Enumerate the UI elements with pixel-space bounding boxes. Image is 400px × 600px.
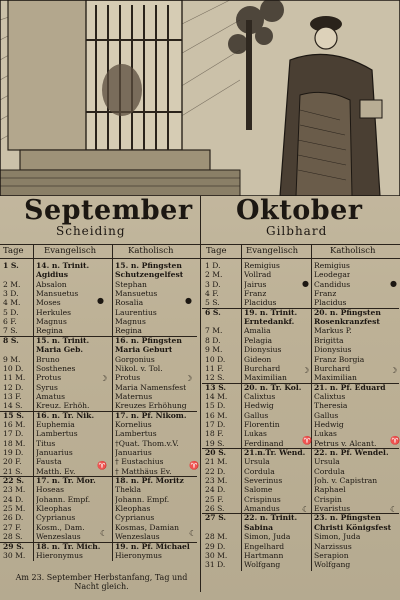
row-date: 30 M.: [3, 551, 26, 560]
row-evangelical-saint: Amandus: [244, 505, 280, 514]
column-divider: [241, 244, 242, 571]
row-evangelical-saint: Hieronymus: [36, 551, 83, 560]
row-evangelical-saint: 14. n. Trinit.: [36, 262, 90, 270]
row-catholic-saint: Gorgonius: [115, 355, 155, 364]
row-date: 23 M.: [205, 477, 228, 486]
row-date: 11 F.: [205, 364, 224, 373]
row-date: 21 M.: [205, 458, 228, 467]
row-date: 15 D.: [205, 402, 226, 411]
row-catholic-saint: †Quat. Thom.v.V.: [115, 439, 179, 448]
row-catholic-saint: Serapion: [314, 551, 349, 560]
row-catholic-saint: Januarius: [115, 449, 152, 457]
row-date: 10 D.: [3, 364, 24, 373]
row-catholic-saint: Simon, Juda: [314, 533, 361, 542]
row-catholic-saint: Christi Königsfest: [314, 523, 392, 532]
row-catholic-saint: 20. n. Pfingsten: [314, 308, 381, 317]
row-catholic-saint: Petrus v. Alcant.: [314, 439, 377, 448]
row-catholic-saint: Franz: [314, 290, 337, 299]
row-evangelical-saint: 22. n. Trinit.: [244, 514, 298, 523]
row-catholic-saint: Thekla: [115, 486, 142, 495]
row-catholic-saint: Dionysius: [314, 346, 352, 355]
row-catholic-saint: Schutzengelfest: [115, 271, 184, 280]
full-moon-icon: ●: [185, 296, 192, 305]
row-evangelical-saint: Moses: [36, 299, 61, 308]
row-catholic-saint: Kosmas, Damian: [115, 523, 180, 532]
row-date: 9 M.: [205, 346, 223, 355]
row-evangelical-saint: Gideon: [244, 355, 272, 364]
row-date: 25 M.: [3, 505, 26, 514]
row-catholic-saint: Leodegar: [314, 271, 351, 280]
week-separator: [202, 448, 399, 449]
last-quarter-moon-icon: ☾: [302, 505, 310, 514]
row-date: 3 D.: [205, 280, 221, 289]
row-evangelical-saint: Herkules: [36, 308, 72, 317]
row-catholic-saint: † Eustachius: [115, 458, 164, 467]
row-date: 23 M.: [3, 486, 26, 495]
row-evangelical-saint: Ferdinand: [244, 439, 284, 448]
new-moon-icon: ♈: [302, 436, 312, 445]
row-evangelical-saint: Crispinus: [244, 495, 281, 504]
row-evangelical-saint: Johann. Empf.: [36, 495, 91, 504]
row-date: 28 S.: [3, 533, 23, 542]
row-evangelical-saint: 15. n. Trinit.: [36, 336, 90, 345]
row-catholic-saint: Narzissus: [314, 542, 352, 551]
last-quarter-moon-icon: ☾: [390, 505, 398, 514]
row-date: 17 D.: [3, 430, 24, 439]
row-evangelical-saint: 17. n. Tr. Mor.: [36, 477, 96, 486]
row-evangelical-saint: Cordula: [244, 467, 275, 476]
row-date: 28 M.: [205, 533, 228, 542]
row-date: 6 S.: [205, 308, 221, 317]
row-date: 20 S.: [205, 449, 227, 457]
row-evangelical-saint: Hedwig: [244, 402, 274, 411]
new-moon-icon: ♈: [189, 461, 199, 470]
row-date: 26 D.: [3, 514, 24, 523]
row-date: 2 M.: [205, 271, 223, 280]
row-catholic-saint: 19. n. Pf. Michael: [115, 542, 190, 551]
row-evangelical-saint: Ursula: [244, 458, 270, 467]
row-date: 15 S.: [3, 411, 25, 420]
illustration-drawing: [0, 0, 400, 196]
row-catholic-saint: 18. n. Pf. Moritz: [115, 477, 184, 486]
row-catholic-saint: 23. n. Pfingsten: [314, 514, 381, 523]
row-catholic-saint: 16. n. Pfingsten: [115, 336, 182, 345]
week-separator: [202, 308, 399, 309]
week-separator: [0, 411, 197, 412]
full-moon-icon: ●: [390, 279, 397, 288]
row-catholic-saint: Joh. v. Capistran: [314, 477, 378, 486]
row-date: 29 S.: [3, 542, 25, 551]
row-catholic-saint: Remigius: [314, 262, 350, 270]
row-date: 22 D.: [205, 467, 226, 476]
row-evangelical-saint: Euphemia: [36, 420, 75, 429]
row-catholic-saint: Cordula: [314, 467, 345, 476]
row-catholic-saint: Nikol. v. Tol.: [115, 364, 163, 373]
row-date: 7 M.: [205, 327, 223, 336]
sep-header-kath: Katholisch: [128, 246, 174, 256]
row-evangelical-saint: Mansuetus: [36, 290, 79, 299]
row-evangelical-saint: Lambertus: [36, 430, 78, 439]
row-catholic-saint: Ursula: [314, 458, 340, 467]
row-date: 22 S.: [3, 477, 25, 486]
row-catholic-saint: Magnus: [115, 318, 146, 327]
row-date: 3 D.: [3, 290, 19, 299]
row-catholic-saint: Johann. Empf.: [115, 495, 170, 504]
row-catholic-saint: Maximilian: [314, 374, 357, 383]
row-catholic-saint: Stephan: [115, 280, 147, 289]
row-catholic-saint: 21. n. Pf. Eduard: [314, 383, 386, 392]
row-evangelical-saint: Lukas: [244, 430, 267, 439]
new-moon-icon: ♈: [97, 461, 107, 470]
center-divider: [200, 196, 201, 592]
row-evangelical-saint: Maximilian: [244, 374, 287, 383]
row-catholic-saint: 15. n. Pfingsten: [115, 262, 182, 270]
row-evangelical-saint: Kosm., Dam.: [36, 523, 85, 532]
row-date: 5 D.: [3, 308, 19, 317]
row-date: 18 F.: [205, 430, 224, 439]
row-date: 21 S.: [3, 467, 23, 476]
row-catholic-saint: Gallus: [314, 411, 339, 420]
row-catholic-saint: Hedwig: [314, 420, 344, 429]
row-catholic-saint: Rosenkranzfest: [314, 318, 380, 327]
oktober-title: Oktober: [236, 195, 363, 226]
row-date: 27 F.: [3, 523, 22, 532]
row-evangelical-saint: 19. n. Trinit.: [244, 308, 298, 317]
row-evangelical-saint: Severinus: [244, 477, 283, 486]
row-date: 24 D.: [3, 495, 24, 504]
row-evangelical-saint: Remigius: [244, 262, 280, 270]
row-catholic-saint: Brigitta: [314, 336, 344, 345]
row-date: 27 S.: [205, 514, 227, 523]
row-evangelical-saint: Gallus: [244, 411, 269, 420]
last-quarter-moon-icon: ☾: [100, 529, 108, 538]
row-evangelical-saint: Sosthenes: [36, 364, 76, 373]
row-evangelical-saint: Erntedankf.: [244, 318, 295, 327]
row-date: 13 F.: [3, 392, 22, 401]
last-quarter-moon-icon: ☾: [189, 529, 197, 538]
row-evangelical-saint: Maria Geb.: [36, 346, 84, 355]
woodcut-illustration: [0, 0, 400, 196]
row-date: 16 M.: [3, 420, 26, 429]
column-divider: [311, 244, 312, 571]
row-date: 12 D.: [3, 383, 24, 392]
column-divider: [33, 244, 34, 561]
row-date: 8 D.: [205, 336, 221, 345]
row-date: 25 F.: [205, 495, 224, 504]
row-date: 11 M.: [3, 374, 26, 383]
row-catholic-saint: Evaristus: [314, 505, 351, 514]
row-catholic-saint: Placidus: [314, 299, 347, 308]
row-catholic-saint: Mansuetus: [115, 290, 158, 299]
row-date: 20 F.: [3, 458, 22, 467]
row-catholic-saint: Lukas: [314, 430, 337, 439]
row-date: 1 D.: [205, 262, 221, 270]
row-evangelical-saint: Placidus: [244, 299, 277, 308]
row-evangelical-saint: Amatus: [36, 392, 66, 401]
oktober-subtitle: Gilbhard: [266, 224, 328, 238]
row-date: 8 S.: [3, 336, 19, 345]
row-date: 24 D.: [205, 486, 226, 495]
row-catholic-saint: Wenzeslaus: [115, 533, 160, 542]
row-evangelical-saint: Titus: [36, 439, 56, 448]
row-date: 26 S.: [205, 505, 225, 514]
row-evangelical-saint: Regina: [36, 327, 63, 336]
row-evangelical-saint: Hoseas: [36, 486, 65, 495]
row-evangelical-saint: Hartmann: [244, 551, 284, 560]
sep-header-ev: Evangelisch: [44, 246, 97, 256]
row-date: 12 S.: [205, 374, 225, 383]
row-catholic-saint: Theresia: [314, 402, 348, 411]
row-catholic-saint: Raphael: [314, 486, 346, 495]
row-evangelical-saint: Jairus: [244, 280, 267, 289]
september-footer-note: Am 23. September Herbstanfang, Tag und Nacht gleich.: [15, 573, 188, 591]
first-quarter-moon-icon: ☽: [390, 366, 398, 375]
row-date: 19 D.: [3, 449, 24, 457]
row-date: 16 M.: [205, 411, 228, 420]
column-divider: [112, 244, 113, 561]
row-evangelical-saint: Salome: [244, 486, 273, 495]
row-evangelical-saint: Wolfgang: [244, 561, 281, 570]
row-evangelical-saint: Simon, Juda: [244, 533, 291, 542]
row-date: 6 F.: [3, 318, 17, 327]
row-catholic-saint: Rosalia: [115, 299, 144, 308]
row-catholic-saint: Wolfgang: [314, 561, 351, 570]
row-catholic-saint: Calixtus: [314, 392, 346, 401]
row-evangelical-saint: Kreuz. Erhöh.: [36, 402, 90, 411]
row-catholic-saint: Hieronymus: [115, 551, 162, 560]
row-date: 17 D.: [205, 420, 226, 429]
new-moon-icon: ♈: [390, 436, 400, 445]
row-evangelical-saint: Burchard: [244, 364, 281, 373]
row-catholic-saint: Regina: [115, 327, 142, 336]
row-evangelical-saint: 16. n. Tr. Nik.: [36, 411, 95, 420]
header-rule-bottom: [0, 258, 400, 259]
row-evangelical-saint: 20. n. Tr. Kol.: [244, 383, 302, 392]
row-evangelical-saint: Cyprianus: [36, 514, 76, 523]
week-separator: [202, 383, 399, 384]
row-catholic-saint: 22. n. Pf. Wendel.: [314, 449, 389, 457]
row-date: 10 D.: [205, 355, 226, 364]
row-date: 31 D.: [205, 561, 226, 570]
row-catholic-saint: Burchard: [314, 364, 351, 373]
row-evangelical-saint: Franz: [244, 290, 267, 299]
first-quarter-moon-icon: ☽: [302, 366, 310, 375]
row-evangelical-saint: Pelagia: [244, 336, 273, 345]
okt-header-ev: Evangelisch: [246, 246, 299, 256]
row-catholic-saint: Maternus: [115, 392, 153, 401]
row-catholic-saint: Maria Geburt: [115, 346, 173, 355]
first-quarter-moon-icon: ☽: [100, 374, 108, 383]
september-title: September: [24, 195, 193, 226]
row-catholic-saint: 17. n. Pf. Nikom.: [115, 411, 187, 420]
row-evangelical-saint: Amalia: [244, 327, 271, 336]
row-evangelical-saint: Ägidius: [36, 271, 69, 280]
row-catholic-saint: Markus P.: [314, 327, 352, 336]
week-separator: [0, 542, 197, 543]
row-date: 30 M.: [205, 551, 228, 560]
row-evangelical-saint: Januarius: [36, 449, 73, 457]
row-catholic-saint: Laurentius: [115, 308, 157, 317]
row-catholic-saint: Crispin: [314, 495, 342, 504]
row-catholic-saint: Candidus: [314, 280, 351, 289]
week-separator: [0, 476, 197, 477]
row-catholic-saint: Maria Namensfest: [115, 383, 187, 392]
september-subtitle: Scheiding: [56, 224, 126, 238]
row-evangelical-saint: Florentin: [244, 420, 280, 429]
okt-header-days: Tage: [206, 246, 227, 256]
row-evangelical-saint: Dionysius: [244, 346, 282, 355]
sep-header-days: Tage: [3, 246, 24, 256]
row-evangelical-saint: Sabina: [244, 523, 274, 532]
row-catholic-saint: Lambertus: [115, 430, 157, 439]
row-date: 5 S.: [205, 299, 220, 308]
row-evangelical-saint: Protus: [36, 374, 62, 383]
full-moon-icon: ●: [97, 296, 104, 305]
row-evangelical-saint: Absalon: [36, 280, 67, 289]
okt-header-kath: Katholisch: [330, 246, 376, 256]
row-date: 14 S.: [3, 402, 23, 411]
row-evangelical-saint: 21.n.Tr. Wend.: [244, 449, 306, 457]
first-quarter-moon-icon: ☽: [185, 374, 193, 383]
row-catholic-saint: Kreuzes Erhöhung: [115, 402, 187, 411]
row-date: 14 M.: [205, 392, 228, 401]
row-date: 13 S.: [205, 383, 227, 392]
week-separator: [0, 336, 197, 337]
row-evangelical-saint: 18. n. Tr. Mich.: [36, 542, 101, 551]
row-evangelical-saint: Magnus: [36, 318, 67, 327]
full-moon-icon: ●: [302, 279, 309, 288]
row-catholic-saint: Franz Borgia: [314, 355, 365, 364]
row-evangelical-saint: Calixtus: [244, 392, 276, 401]
row-date: 4 M.: [3, 299, 21, 308]
row-evangelical-saint: Bruno: [36, 355, 60, 364]
row-evangelical-saint: Wenzeslaus: [36, 533, 81, 542]
row-date: 7 S.: [3, 327, 18, 336]
row-date: 9 M.: [3, 355, 21, 364]
row-date: 1 S.: [3, 262, 19, 270]
row-evangelical-saint: Syrus: [36, 383, 58, 392]
row-catholic-saint: Cyprianus: [115, 514, 155, 523]
row-date: 18 M.: [3, 439, 26, 448]
row-date: 29 D.: [205, 542, 226, 551]
row-evangelical-saint: Matth. Ev.: [36, 467, 76, 476]
row-evangelical-saint: Engelhard: [244, 542, 285, 551]
row-date: 2 M.: [3, 280, 21, 289]
row-catholic-saint: Kornelius: [115, 420, 152, 429]
row-date: 4 F.: [205, 290, 219, 299]
header-rule-top: [0, 244, 400, 245]
week-separator: [202, 513, 399, 514]
row-evangelical-saint: Vollrad: [244, 271, 272, 280]
row-evangelical-saint: Kleophas: [36, 505, 72, 514]
row-catholic-saint: Protus: [115, 374, 141, 383]
row-catholic-saint: † Matthäus Ev.: [115, 467, 172, 476]
row-evangelical-saint: Fausta: [36, 458, 62, 467]
row-catholic-saint: Kleophas: [115, 505, 151, 514]
row-date: 19 S.: [205, 439, 225, 448]
